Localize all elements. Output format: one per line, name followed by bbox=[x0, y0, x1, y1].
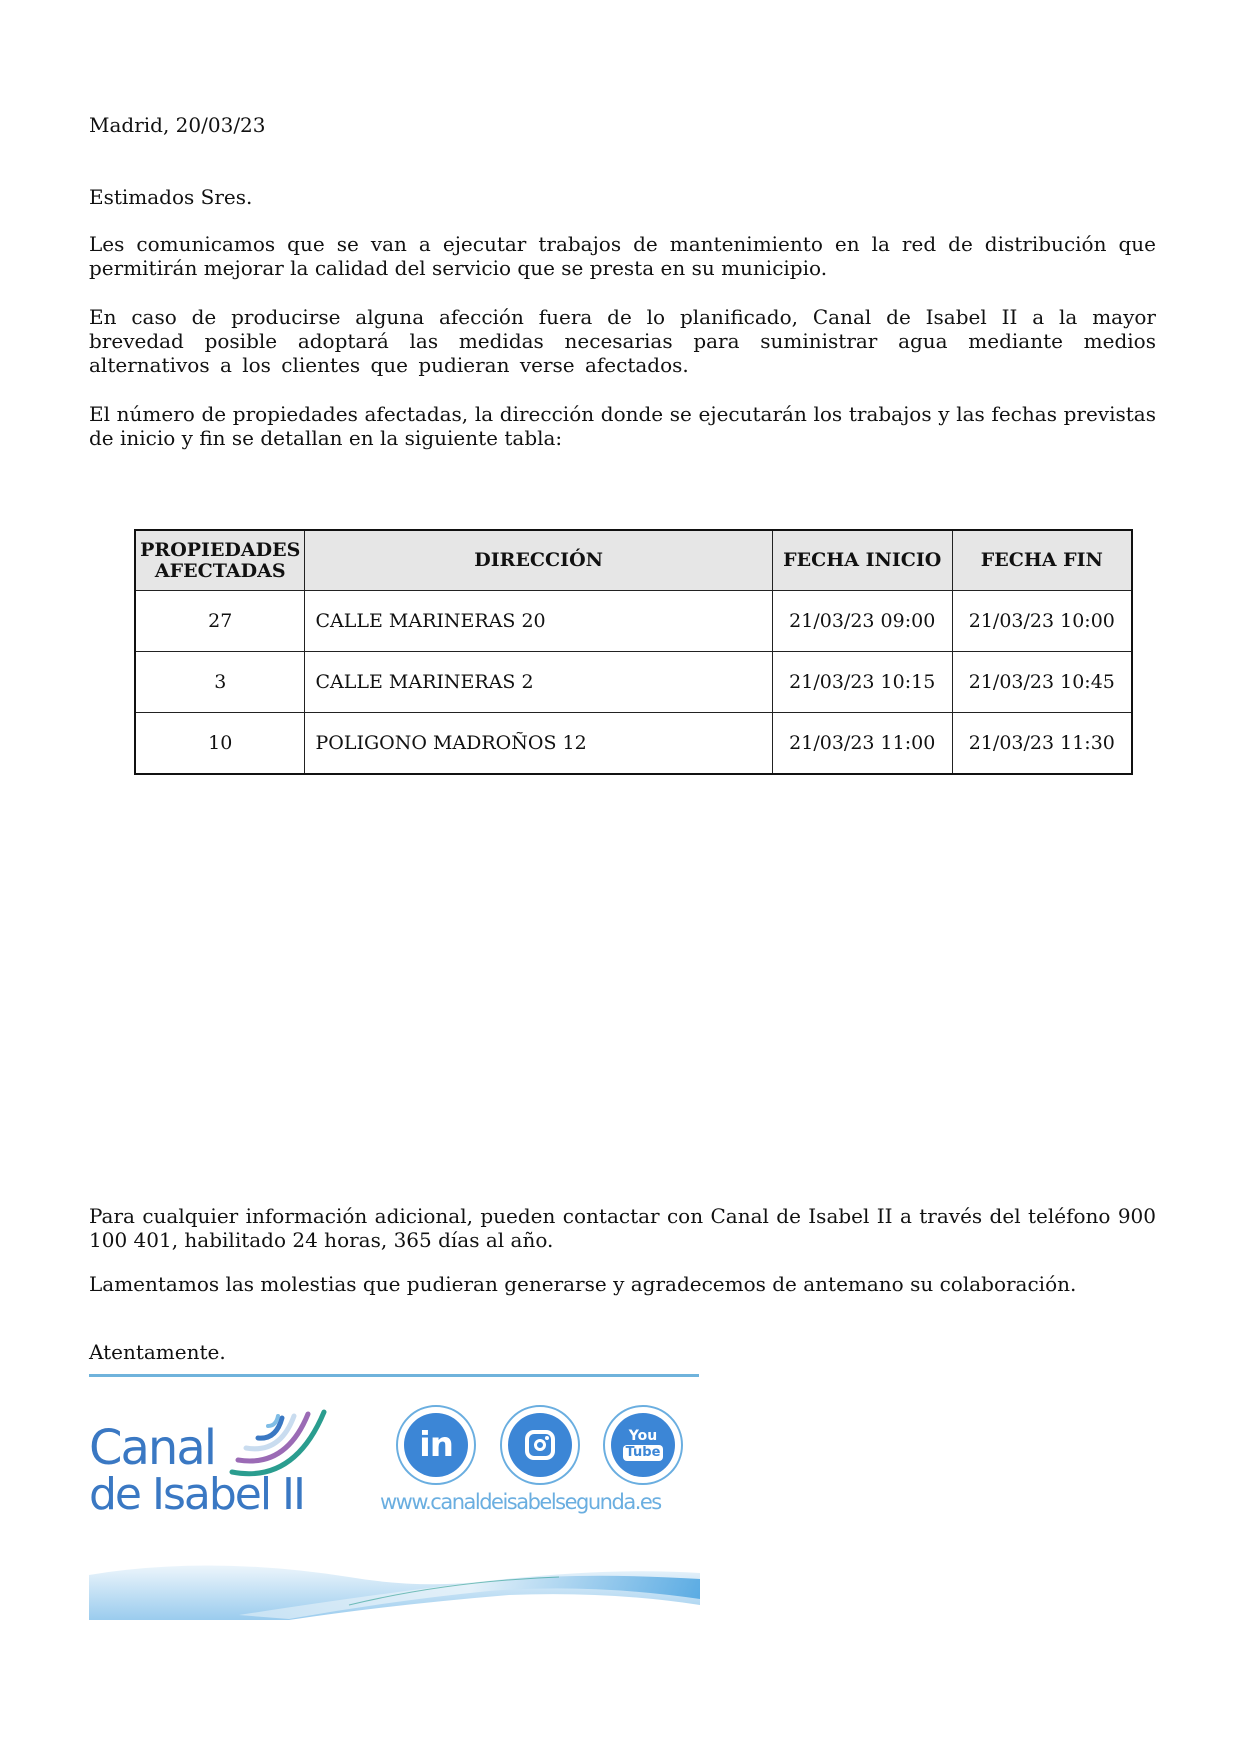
paragraph-alternative-supply: En caso de producirse alguna afección fuera de lo planificado, Canal de Isabel II a la mayor brevedad posible adoptará las medidas necesarias para suministrar agua mediante medios alternativos a los clientes que pudieran verse afectados. bbox=[89, 305, 1156, 377]
youtube-glyph-tube: Tube bbox=[623, 1445, 664, 1461]
instagram-icon bbox=[508, 1413, 572, 1477]
canal-isabel-ii-logo bbox=[89, 1402, 329, 1522]
closing: Atentamente. bbox=[89, 1340, 226, 1364]
cell-end-date: 21/03/23 10:00 bbox=[952, 591, 1132, 652]
signature-divider bbox=[89, 1374, 699, 1377]
header-end-date: FECHA FIN bbox=[952, 530, 1132, 591]
cell-start-date: 21/03/23 11:00 bbox=[772, 713, 952, 775]
youtube-glyph bbox=[623, 1429, 664, 1461]
date-line: Madrid, 20/03/23 bbox=[89, 113, 266, 137]
header-address: DIRECCIÓN bbox=[305, 530, 772, 591]
linkedin-icon bbox=[404, 1413, 468, 1477]
decorative-wave-banner bbox=[89, 1555, 700, 1620]
table-header-row bbox=[135, 530, 1132, 591]
greeting: Estimados Sres. bbox=[89, 185, 253, 209]
instagram-link[interactable] bbox=[500, 1405, 580, 1485]
works-table bbox=[134, 529, 1133, 775]
cell-properties: 27 bbox=[135, 591, 305, 652]
linkedin-link[interactable] bbox=[396, 1405, 476, 1485]
header-start-date: FECHA INICIO bbox=[772, 530, 952, 591]
camera-glyph bbox=[525, 1430, 555, 1460]
logo-text-de-isabel-ii: de Isabel II bbox=[89, 1469, 305, 1520]
header-properties bbox=[135, 530, 305, 591]
cell-end-date: 21/03/23 11:30 bbox=[952, 713, 1132, 775]
paragraph-thanks: Lamentamos las molestias que pudieran generarse y agradecemos de antemano su colaboración. bbox=[89, 1272, 1077, 1296]
cell-start-date: 21/03/23 10:15 bbox=[772, 652, 952, 713]
cell-start-date: 21/03/23 09:00 bbox=[772, 591, 952, 652]
paragraph-contact: Para cualquier información adicional, pueden contactar con Canal de Isabel II a través del teléfono 900 100 401, habilitado 24 horas, 365 días al año. bbox=[89, 1204, 1156, 1252]
table-row bbox=[135, 591, 1132, 652]
paragraph-maintenance-notice: Les comunicamos que se van a ejecutar trabajos de mantenimiento en la red de distribución que permitirán mejorar la calidad del servicio que se presta en su municipio. bbox=[89, 232, 1156, 280]
linkedin-glyph: in bbox=[419, 1425, 453, 1465]
website-link[interactable]: www.canaldeisabelsegunda.es bbox=[380, 1490, 661, 1514]
cell-properties: 3 bbox=[135, 652, 305, 713]
youtube-glyph-you: You bbox=[628, 1428, 658, 1444]
paragraph-table-intro: El número de propiedades afectadas, la dirección donde se ejecutarán los trabajos y las fechas previstas de inicio y fin se detallan en la siguiente tabla: bbox=[89, 402, 1156, 450]
header-properties-line1: PROPIEDADES bbox=[140, 538, 301, 561]
cell-properties: 10 bbox=[135, 713, 305, 775]
cell-address: POLIGONO MADROÑOS 12 bbox=[305, 713, 772, 775]
header-properties-line2: AFECTADAS bbox=[154, 559, 286, 582]
youtube-link[interactable] bbox=[603, 1405, 683, 1485]
table-row bbox=[135, 713, 1132, 775]
cell-address: CALLE MARINERAS 20 bbox=[305, 591, 772, 652]
logo-text-canal: Canal bbox=[89, 1420, 216, 1476]
youtube-icon bbox=[611, 1413, 675, 1477]
cell-end-date: 21/03/23 10:45 bbox=[952, 652, 1132, 713]
cell-address: CALLE MARINERAS 2 bbox=[305, 652, 772, 713]
table-row bbox=[135, 652, 1132, 713]
